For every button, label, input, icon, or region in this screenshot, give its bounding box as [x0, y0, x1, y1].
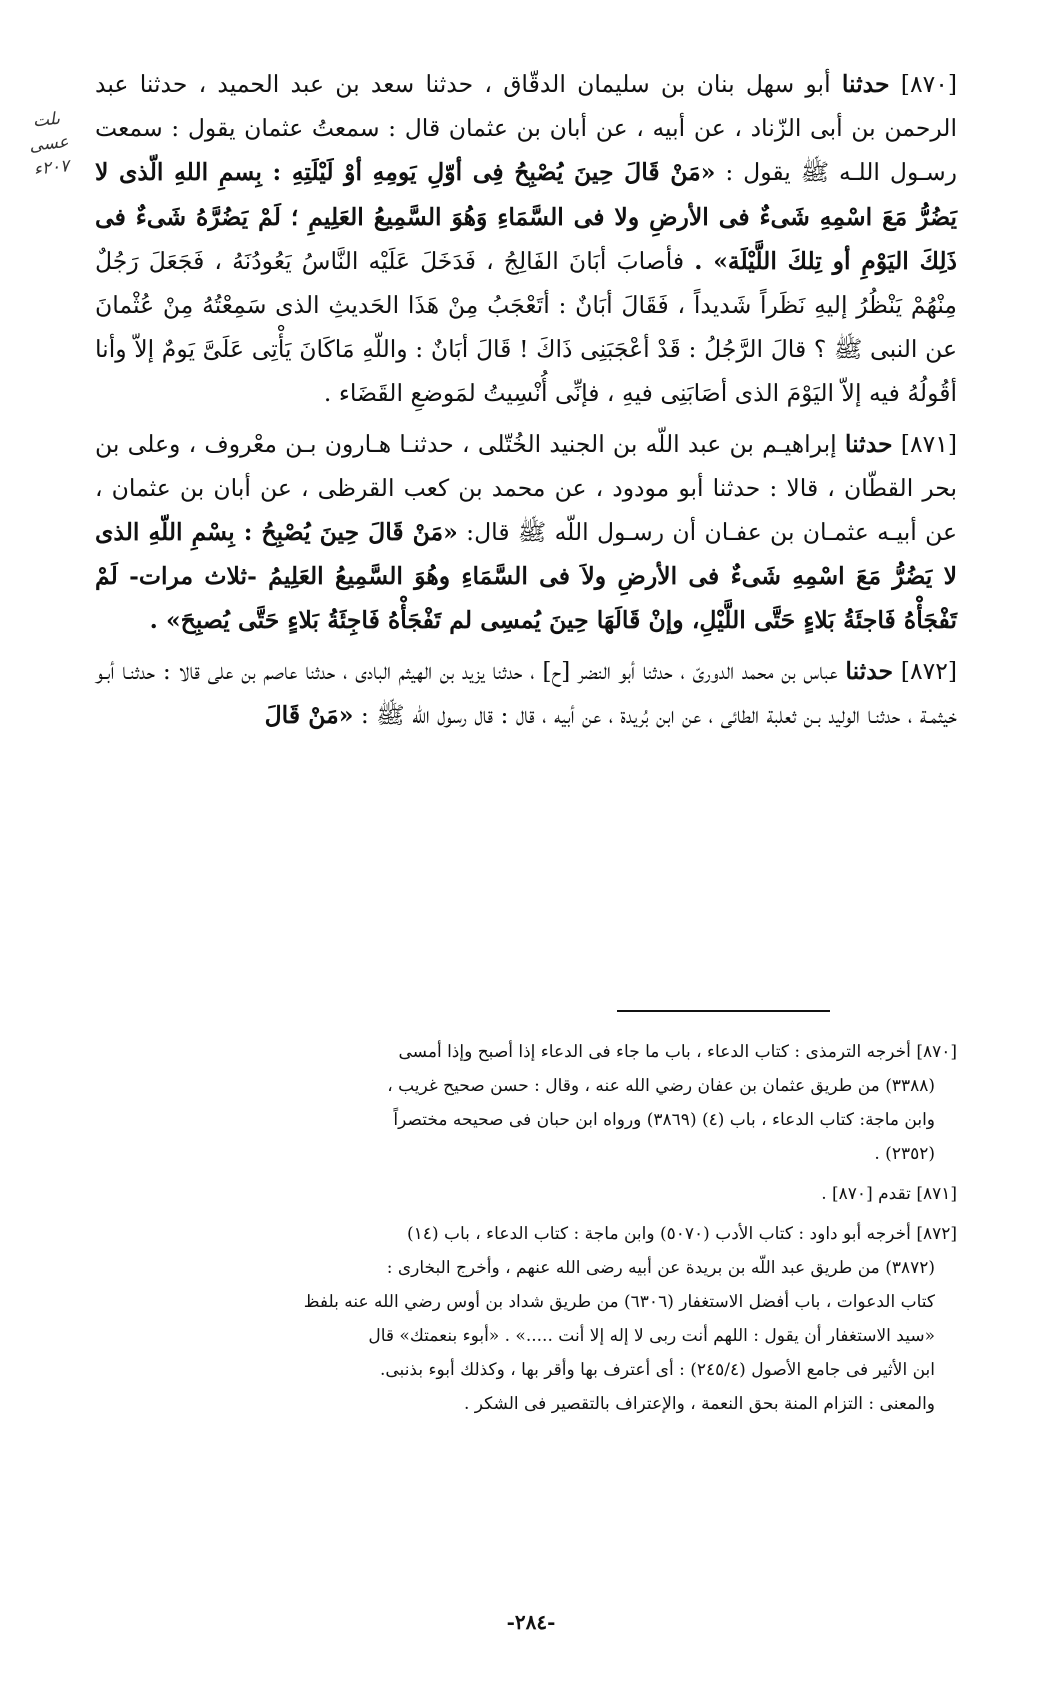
footnote-line: كتاب الدعوات ، باب أفضل الاستغفار (٦٣٠٦) من طريق شداد بن أوس رضي الله عنه بلفظ: [303, 1292, 935, 1312]
footnote-lead: أخرجه الترمذى : كتاب الدعاء ، باب ما جاء فى الدعاء إذا أصبح وإذا أمسى: [398, 1042, 917, 1062]
margin-note-line-3: ٢٠٧ء: [32, 156, 71, 180]
haddathana-word: حدثنا: [841, 70, 890, 98]
footnotes: [95, 1035, 957, 1427]
isnad: عباس بن محمد الدورىّ ، حدثنا أبو النضر [ح] ، حدثنا يزيد بن الهيثم البادى ، حدثنا عاصم بن على قالا : حدثنـا أبـو خيثمـة ، حدثنـا الوليد بـن ثعلبة الطائى ، عن ابن بُريدة ، عن أبيه ، قال : قال رسول اللّه ﷺ :: [95, 656, 957, 729]
footnote-separator: [617, 1010, 830, 1012]
haddathana-word: حدثنا: [844, 429, 893, 458]
margin-note-line-2: عسى: [28, 131, 70, 157]
page-number: -٢٨٤-: [506, 1610, 556, 1634]
haddathana-word: حدثنا: [845, 656, 894, 685]
matn: «مَنْ قَالَ حِينَ يُصْبِحُ : بِسْمِ اللّهِ الذى لا يَضُرُّ مَعَ اسْمِهِ شَىءٌ فى الأرضِ ولاَ فى السَّمَاءِ وهُوَ السَّمِيعُ العَلِيمُ -ثلاث مرات- لَمْ تَفْجَأْهُ فَاجئَةُ بَلاءٍ حَتَّى اللَّيْلِ، وإنْ قَالَهَا حِينَ يُمسِى لم تَفْجَأْهُ فَاجِئَةُ بَلاءٍ حَتَّى يُصبِحَ» .: [95, 518, 957, 635]
footnote-line: «سيد الاستغفار أن يقول : اللهم أنت ربى لا إله إلا أنت .....» . «أبوء بنعمتك» قال: [368, 1326, 935, 1346]
footnote-870: [95, 1035, 957, 1171]
footnote-line: (٣٨٧٢) من طريق عبد اللّه بن بريدة عن أبيه رضى الله عنهم ، وأخرج البخارى :: [386, 1258, 935, 1278]
story: فأصابَ أبَانَ الفَالِجُ ، فَدَخَلَ عَلَيْه النَّاسُ يَعُودُنَهُ ، فَجَعَلَ رَجُلٌ مِنْهُمْ يَنْظُرُ إليهِ نَظَراً شَديداً ، فَقَالَ أبَانٌ : أتَعْجَبُ مِنْ هَذَا الحَديثِ الذى سَمِعْتُهُ مِنْ عُثْمانَ عن النبى ﷺ ؟ قالَ الرَّجُلُ : قَدْ أعْجَبَنِى ذَاكَ ! قَالَ أبَانٌ : واللّهِ مَاكَانَ يَأْتِى عَلَىَّ يَومٌ إلاّ وأنا أقُولُهُ فيه إلاّ اليَوْمَ الذى أصَابَنِى فيهِ ، فإنِّى أُنْسِيتُ لمَوضعِ القَضَاء .: [95, 246, 957, 408]
isnad: إبراهيـم بن عبد اللّه بن الجنيد الخُتّلى ، حدثنـا هـارون بـن معْروف ، وعلى بن بحر القطّان ، قالا : حدثنا أبو مودود ، عن محمد بن كعب القرظى ، عن أبان بن عثمان ، عن أبيـه عثمـان بن عفـان أن رسـول اللّه ﷺ قال:: [95, 429, 957, 547]
margin-note-line-1: ىلت: [31, 108, 61, 132]
footnote-lead: أخرجه أبو داود : كتاب الأدب (٥٠٧٠) وابن ماجة : كتاب الدعاء ، باب (١٤): [407, 1224, 917, 1244]
footnote-number: [٨٧٠]: [916, 1042, 957, 1062]
hadith-870: [95, 62, 957, 416]
footnote-number: [٨٧٢]: [916, 1224, 957, 1244]
hadith-number: [٨٧١]: [900, 429, 957, 458]
handwritten-margin-note: [4, 104, 93, 184]
hadith-871: [95, 422, 957, 643]
footnote-line: (٢٣٥٢) .: [874, 1144, 935, 1164]
footnote-line: (٣٣٨٨) من طريق عثمان بن عفان رضي الله عنه ، وقال : حسن صحيح غريب ،: [387, 1076, 935, 1096]
main-text: [95, 62, 957, 743]
footnote-line: والمعنى : التزام المنة بحق النعمة ، والإعتراف بالتقصير فى الشكر .: [463, 1394, 935, 1414]
hadith-number: [٨٧٠]: [900, 70, 957, 98]
matn: «مَنْ قَالَ حِينَ يُصْبِحُ فِى أوّلِ يَومِهِ أوْ لَيْلَتِهِ : بِسمِ اللهِ الّذى لا يَضُرُّ مَعَ اسْمِهِ شَىءٌ فى الأرضِ ولا فى السَّمَاءِ وَهُوَ السَّمِيعُ العَلِيمِ ؛ لَمْ يَضُرَّهُ شَىءٌ فى ذَلِكَ اليَوْمِ أو تِلكَ اللَّيْلَة» .: [95, 158, 957, 275]
matn: «مَنْ قَالَ: [264, 700, 354, 729]
footnote-lead: تقدم [٨٧٠] .: [821, 1184, 917, 1204]
footnote-871: [95, 1177, 957, 1211]
footnote-line: وابن ماجة: كتاب الدعاء ، باب (٤) (٣٨٦٩) ورواه ابن حبان فى صحيحه مختصراً: [393, 1110, 935, 1130]
isnad: أبو سهل بنان بن سليمان الدقّاق ، حدثنا سعد بن عبد الحميد ، حدثنا عبد الرحمن بن أبى الزّناد ، عن أبيه ، عن أبان بن عثمان قال : سمعتُ عثمان يقول : سمعت رسـول اللـه ﷺ يقول :: [95, 70, 958, 187]
footnote-number: [٨٧١]: [916, 1184, 957, 1204]
hadith-number: [٨٧٢]: [900, 656, 957, 685]
footnote-872: [95, 1217, 957, 1421]
hadith-872: [95, 649, 957, 737]
footnote-line: ابن الأثير فى جامع الأصول (٢٤٥/٤) : أى أعترف بها وأقر بها ، وكذلك أبوء بذنبى.: [379, 1360, 935, 1380]
